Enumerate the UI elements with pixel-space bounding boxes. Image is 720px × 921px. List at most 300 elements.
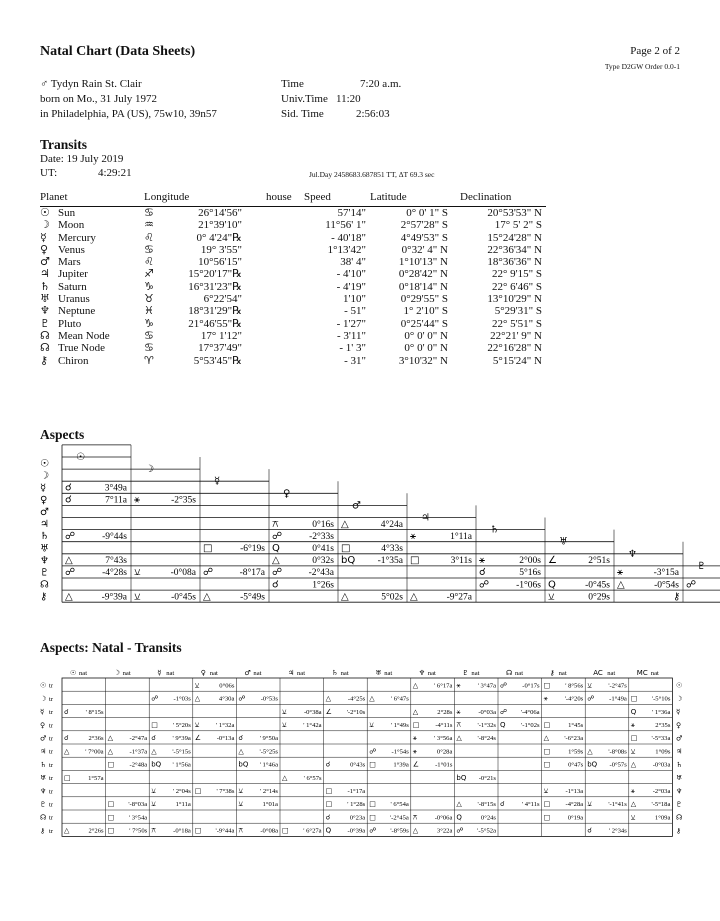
sign-glyph-icon: ♒: [144, 218, 154, 232]
natal-aspect-glyph-icon: ⚺: [151, 787, 156, 795]
natal-aspect-value: 1°57a: [88, 774, 104, 782]
natal-col-suffix: nat: [340, 670, 349, 677]
sign-glyph-icon: ♋: [144, 206, 154, 219]
natal-aspect-value: 2°35s: [655, 722, 671, 729]
aspect-glyph-icon: Q: [272, 543, 280, 554]
natal-aspect-glyph-icon: ☍: [151, 694, 159, 703]
natal-aspect-value: 2°36s: [88, 735, 104, 743]
natal-row-suffix: tr: [49, 788, 54, 796]
col-declination: Declination: [460, 190, 546, 207]
natal-aspect-value: -1°37a: [129, 748, 148, 756]
natal-aspect-glyph-icon: ☍: [238, 694, 246, 703]
natal-aspect-glyph-icon: △: [543, 734, 549, 743]
aspect-col-glyph-icon: ♀: [283, 488, 291, 500]
aspect-row-end-glyph-icon: ⚷: [673, 591, 681, 603]
planet-glyph-icon: ☽: [40, 218, 50, 232]
aspect-col-glyph-icon: ♄: [490, 524, 499, 536]
natal-col-glyph-icon: ♀: [200, 669, 206, 677]
speed-cell: - 51": [344, 305, 366, 318]
speed-cell: 57'14": [337, 207, 366, 219]
natal-aspect-glyph-icon: □: [64, 773, 71, 782]
natal-aspect-value: '-5°15s: [172, 748, 191, 756]
natal-aspect-value: -0°17s: [522, 682, 540, 690]
latitude-cell: 2°57'28" S: [400, 219, 448, 232]
natal-aspect-value: '-5°33a: [651, 735, 671, 743]
natal-aspect-value: -1°01s: [435, 761, 453, 769]
natal-aspect-value: -1°03s: [173, 695, 191, 703]
speed-cell: 1°13'42": [327, 243, 366, 256]
natal-aspect-value: ' 1°36a: [652, 708, 671, 716]
natal-col-suffix: nat: [253, 670, 262, 677]
natal-aspect-glyph-icon: ∠: [325, 707, 332, 716]
aspect-glyph-icon: △: [617, 579, 625, 591]
declination-cell: 22°16'28" N: [487, 342, 542, 355]
planet-name: Neptune: [58, 305, 96, 318]
natal-aspect-glyph-icon: ⚺: [630, 813, 636, 822]
natal-aspect-glyph-icon: ⚹: [543, 694, 548, 703]
longitude-value: 19° 3'55": [200, 243, 242, 256]
natal-row-end-glyph-icon: ☽: [676, 694, 683, 703]
aspect-value: -0°08a: [170, 568, 196, 579]
natal-aspect-value: '-4°06a: [520, 708, 540, 716]
natal-row-suffix: tr: [49, 722, 54, 730]
aspect-value: -2°33s: [309, 531, 334, 542]
natal-aspect-glyph-icon: □: [194, 787, 202, 795]
speed-cell: - 40'18": [331, 231, 366, 244]
natal-col-glyph-icon: ♃: [288, 669, 295, 677]
speed-cell: 38' 4": [340, 256, 366, 269]
aspect-glyph-icon: ⚹: [134, 494, 140, 506]
natal-aspect-value: ' 1°32a: [216, 722, 235, 729]
natal-aspect-value: ' 3°47a: [477, 682, 496, 690]
natal-aspect-glyph-icon: ⚹: [412, 734, 418, 743]
natal-col-glyph-icon: MC: [636, 669, 648, 677]
aspect-glyph-icon: △: [410, 591, 418, 603]
aspect-value: -9°39a: [101, 592, 127, 603]
time-value: 7:20 a.m.: [360, 78, 402, 90]
aspect-value: -0°45s: [171, 592, 196, 603]
sign-glyph-icon: ♋: [144, 341, 154, 355]
natal-aspect-glyph-icon: Q: [325, 826, 332, 835]
natal-aspect-value: 0°24s: [480, 814, 496, 822]
natal-aspect-glyph-icon: bQ: [587, 760, 598, 769]
col-latitude: Latitude: [370, 190, 460, 207]
sign-glyph-icon: ♋: [144, 242, 154, 256]
natal-aspect-glyph-icon: □: [107, 800, 115, 809]
speed-cell: - 1'27": [336, 317, 366, 330]
natal-aspect-value: '-4°20s: [564, 695, 584, 703]
aspect-value: 0°32s: [312, 556, 334, 567]
natal-row-end-glyph-icon: ♃: [676, 747, 683, 756]
natal-aspect-glyph-icon: ☍: [369, 747, 377, 756]
speed-cell: - 4'10": [336, 268, 366, 281]
declination-cell: 15°24'28" N: [487, 231, 542, 244]
sign-glyph-icon: ♉: [144, 292, 154, 306]
aspect-glyph-icon: ☌: [65, 494, 72, 506]
aspect-value: 0°16s: [312, 519, 334, 530]
latitude-cell: 0° 0' 1" S: [406, 207, 448, 219]
col-longitude: Longitude: [144, 190, 266, 207]
aspect-value: 7°43s: [105, 556, 127, 567]
natal-row-suffix: tr: [49, 814, 54, 822]
natal-aspect-value: 1°59s: [568, 748, 584, 756]
natal-aspect-glyph-icon: ☌: [64, 707, 69, 716]
aspect-value: 7°11a: [105, 495, 127, 506]
natal-aspect-glyph-icon: ☍: [456, 826, 464, 835]
aspect-glyph-icon: △: [65, 555, 73, 567]
natal-aspect-glyph-icon: ⚺: [194, 721, 200, 729]
univ-time-label: Univ.Time: [281, 93, 328, 105]
aspect-value: -9°44s: [102, 531, 127, 542]
natal-row-end-glyph-icon: ♇: [676, 800, 683, 809]
aspect-row-glyph-icon: ⚷: [40, 591, 48, 603]
natal-aspect-glyph-icon: ⚻: [151, 826, 156, 835]
natal-aspect-glyph-icon: Q: [456, 813, 462, 822]
aspect-glyph-icon: ⚹: [617, 567, 623, 579]
speed-cell: - 3'11": [337, 329, 366, 342]
natal-aspect-glyph-icon: □: [325, 800, 333, 809]
longitude-value: 18°31'29"℞: [188, 305, 242, 318]
aspect-row-glyph-icon: ♀: [40, 494, 48, 506]
natal-aspect-value: -0°03a: [652, 761, 671, 769]
planet-glyph-icon: ♇: [40, 316, 50, 330]
aspect-glyph-icon: ⚺: [134, 567, 141, 579]
aspect-glyph-icon: ☍: [203, 567, 214, 579]
declination-cell: 5°15'24" N: [492, 354, 542, 367]
natal-row-end-glyph-icon: ♄: [676, 760, 683, 769]
aspect-value: 2°51s: [588, 556, 610, 567]
natal-aspect-glyph-icon: ☌: [500, 800, 505, 809]
natal-aspect-glyph-icon: △: [587, 747, 593, 756]
natal-aspect-value: ' 6°54a: [390, 801, 409, 809]
natal-aspect-value: -1°49a: [609, 695, 627, 703]
natal-row-suffix: tr: [49, 695, 54, 703]
planet-glyph-icon: ♀: [40, 242, 49, 256]
natal-row-glyph-icon: ☽: [40, 694, 47, 703]
natal-aspect-value: '-2°10s: [346, 708, 366, 716]
aspect-glyph-icon: △: [341, 518, 349, 530]
aspect-row-glyph-icon: ♄: [40, 531, 49, 543]
aspect-row-glyph-icon: ♇: [40, 567, 49, 579]
natal-aspect-value: ' 2°14s: [260, 788, 278, 795]
natal-aspect-glyph-icon: △: [238, 747, 244, 756]
natal-aspect-value: -0°18a: [173, 827, 191, 835]
declination-cell: 17° 5' 2" S: [494, 219, 542, 232]
natal-aspect-value: ' 7°38s: [216, 788, 235, 795]
natal-col-suffix: nat: [558, 670, 567, 677]
natal-aspect-value: -0°57s: [609, 761, 627, 769]
longitude-value: 6°22'54": [203, 293, 242, 306]
speed-cell: - 4'19": [336, 280, 366, 293]
natal-aspect-value: ' 6°57s: [303, 774, 322, 782]
aspect-value: 2°00s: [519, 556, 541, 567]
natal-aspect-value: '-2°45a: [389, 814, 409, 822]
aspect-glyph-icon: ⚹: [410, 530, 416, 542]
planet-name: Uranus: [58, 293, 90, 306]
latitude-cell: 1° 2'10" S: [403, 305, 448, 318]
natal-aspect-value: -2°47a: [129, 735, 148, 743]
sid-time-value: 2:56:03: [356, 108, 390, 120]
natal-aspect-value: '-8°24s: [477, 735, 496, 743]
natal-col-suffix: nat: [384, 670, 393, 677]
natal-aspect-glyph-icon: ⚹: [630, 721, 636, 729]
natal-aspect-value: -0°13a: [216, 735, 235, 743]
aspect-row-glyph-icon: ☉: [40, 458, 49, 470]
natal-row-glyph-icon: ♂: [40, 734, 47, 743]
natal-aspect-value: ' 7°50s: [129, 827, 148, 835]
natal-aspect-glyph-icon: ☍: [500, 707, 508, 716]
aspect-glyph-icon: ⚹: [479, 555, 485, 567]
natal-aspect-value: ' 1°28s: [347, 801, 366, 809]
planet-glyph-icon: ☿: [40, 230, 47, 244]
aspect-value: -8°17a: [239, 568, 265, 579]
natal-aspect-glyph-icon: □: [151, 721, 158, 729]
latitude-cell: 0°29'55" S: [400, 293, 448, 306]
natal-aspect-value: -0°03a: [478, 708, 496, 716]
natal-aspect-glyph-icon: ⚻: [238, 826, 244, 835]
speed-cell: - 1' 3": [339, 342, 366, 355]
natal-aspect-glyph-icon: ☌: [238, 734, 244, 743]
natal-aspect-glyph-icon: ⚹: [630, 787, 636, 795]
col-house: house: [266, 190, 304, 207]
natal-row-glyph-icon: ♇: [40, 800, 47, 809]
speed-cell: 1'10": [343, 293, 366, 306]
natal-aspect-glyph-icon: ☌: [325, 760, 331, 769]
aspect-glyph-icon: △: [272, 555, 280, 567]
natal-aspect-glyph-icon: ☍: [500, 681, 508, 690]
natal-aspect-glyph-icon: ⚺: [630, 747, 636, 756]
aspect-col-glyph-icon: ☿: [214, 476, 221, 488]
natal-aspect-glyph-icon: △: [151, 747, 157, 756]
natal-row-glyph-icon: ♃: [40, 747, 47, 756]
natal-aspect-value: '-1°41s: [608, 801, 627, 809]
aspect-col-glyph-icon: ♅: [559, 536, 568, 548]
latitude-cell: 1°10'13" N: [398, 256, 448, 269]
natal-aspect-glyph-icon: □: [194, 826, 202, 835]
latitude-cell: 4°49'53" S: [400, 231, 448, 244]
natal-aspect-value: 4°30a: [218, 695, 235, 703]
natal-aspect-value: -4°11s: [435, 722, 453, 729]
natal-aspect-glyph-icon: □: [543, 760, 551, 769]
natal-col-glyph-icon: ♇: [462, 669, 469, 677]
natal-aspect-glyph-icon: □: [412, 721, 420, 729]
natal-aspect-value: ' 8°15s: [85, 708, 104, 716]
declination-cell: 22° 6'46" S: [492, 280, 542, 293]
natal-aspect-glyph-icon: □: [543, 681, 551, 690]
natal-row-glyph-icon: ♄: [40, 760, 47, 769]
longitude-value: 5°53'45"℞: [193, 354, 242, 367]
aspect-value: 0°41s: [312, 544, 334, 554]
aspect-value: 3°11s: [450, 556, 472, 567]
type-line: Type D2GW Order 0.0-1: [604, 62, 680, 71]
natal-aspect-glyph-icon: □: [107, 813, 115, 822]
declination-cell: 5°29'31" S: [494, 305, 542, 318]
natal-aspect-value: 0°43s: [350, 761, 366, 769]
natal-col-suffix: nat: [209, 670, 218, 677]
natal-aspect-glyph-icon: bQ: [238, 760, 249, 769]
natal-aspect-value: ' 7°00a: [85, 748, 104, 756]
planet-glyph-icon: ♂: [40, 255, 50, 269]
natal-col-glyph-icon: AC: [593, 669, 603, 677]
aspect-glyph-icon: ☍: [272, 530, 283, 542]
speed-cell: - 31": [344, 354, 366, 367]
aspect-glyph-icon: ☌: [272, 579, 279, 591]
aspect-row-glyph-icon: ☽: [40, 470, 49, 482]
aspect-value: -0°45s: [585, 580, 610, 591]
aspect-value: 5°16s: [519, 568, 541, 579]
natal-aspect-value: ' 1°46a: [259, 761, 278, 769]
aspect-value: -4°28s: [102, 568, 127, 579]
person-name: ♂ Tydyn Rain St. Clair: [40, 78, 142, 90]
natal-aspect-glyph-icon: ⚺: [282, 721, 287, 729]
natal-aspect-value: '-8°59s: [390, 827, 409, 835]
natal-col-glyph-icon: ⚷: [549, 669, 555, 677]
natal-aspect-value: ' 4°11s: [521, 801, 540, 809]
univ-time-value: 11:20: [336, 93, 361, 105]
natal-aspect-glyph-icon: ∠: [412, 760, 420, 769]
planet-name: Pluto: [58, 317, 82, 330]
aspect-glyph-icon: ☍: [686, 579, 697, 591]
latitude-cell: 0°28'42" N: [398, 268, 448, 281]
planet-glyph-icon: ♅: [40, 292, 50, 306]
natal-aspect-value: 0°06s: [219, 682, 235, 690]
page-title: Natal Chart (Data Sheets): [40, 44, 196, 59]
aspect-glyph-icon: ☍: [272, 567, 283, 579]
natal-aspect-glyph-icon: □: [543, 747, 551, 756]
aspect-row-glyph-icon: ♃: [40, 519, 49, 531]
aspect-glyph-icon: ⚻: [272, 518, 279, 530]
julian-day: Jul.Day 2458683.687851 TT, ΔT 69.3 sec: [309, 170, 435, 179]
natal-aspect-glyph-icon: ☌: [64, 734, 69, 743]
natal-aspect-glyph-icon: □: [369, 813, 376, 822]
longitude-value: 21°46'55"℞: [188, 317, 242, 330]
page-number: Page 2 of 2: [630, 45, 680, 57]
col-speed: Speed: [304, 190, 370, 207]
natal-aspect-value: 1°09s: [655, 748, 671, 756]
aspect-glyph-icon: □: [410, 555, 420, 567]
time-label: Time: [281, 78, 304, 90]
aspect-value: -1°35a: [377, 556, 403, 567]
aspect-glyph-icon: ☌: [479, 567, 486, 579]
sign-glyph-icon: ♈: [144, 353, 154, 367]
natal-aspect-value: ' 3°56a: [434, 735, 453, 743]
natal-row-glyph-icon: ♀: [40, 721, 46, 730]
natal-aspect-value: '-5°52a: [477, 827, 496, 835]
natal-aspect-glyph-icon: ☍: [587, 694, 595, 703]
natal-aspect-glyph-icon: △: [325, 694, 331, 703]
latitude-cell: 0°32' 4" N: [401, 243, 448, 256]
longitude-value: 17° 1'12": [200, 329, 242, 342]
aspect-value: -6°19s: [240, 544, 265, 554]
planet-name: Saturn: [58, 280, 87, 293]
aspect-glyph-icon: bQ: [341, 555, 356, 567]
natal-row-end-glyph-icon: ♀: [676, 721, 682, 730]
aspect-value: 4°33s: [381, 544, 403, 554]
natal-aspect-glyph-icon: ⚹: [412, 747, 418, 756]
natal-aspect-glyph-icon: □: [543, 800, 551, 809]
natal-col-glyph-icon: ♂: [244, 669, 251, 677]
planet-name: Mercury: [58, 231, 96, 244]
natal-aspect-glyph-icon: △: [412, 707, 419, 716]
natal-aspect-value: 0°23a: [349, 814, 366, 822]
aspects-heading: Aspects: [40, 427, 85, 442]
natal-aspect-glyph-icon: △: [369, 694, 375, 703]
aspect-row-glyph-icon: ♂: [40, 507, 49, 518]
aspect-glyph-icon: △: [341, 591, 349, 603]
natal-aspect-glyph-icon: △: [630, 760, 637, 769]
latitude-cell: 0°18'14" N: [398, 280, 448, 293]
natal-aspect-glyph-icon: ⚹: [456, 681, 461, 690]
natal-aspect-glyph-icon: □: [369, 800, 376, 809]
natal-col-suffix: nat: [471, 670, 480, 677]
planet-glyph-icon: ♃: [40, 267, 50, 281]
aspect-glyph-icon: ☍: [65, 530, 76, 542]
natal-aspect-value: '-6°23a: [564, 735, 584, 743]
planet-name: Venus: [58, 243, 85, 256]
natal-row-end-glyph-icon: ♆: [676, 787, 683, 796]
natal-aspect-value: -0°53s: [260, 695, 278, 703]
natal-aspect-value: ' 6°47s: [390, 695, 409, 703]
natal-aspect-glyph-icon: △: [456, 800, 462, 809]
natal-aspect-glyph-icon: ☌: [325, 813, 331, 822]
natal-aspect-glyph-icon: △: [64, 826, 70, 835]
natal-aspect-glyph-icon: ⚻: [412, 813, 418, 822]
natal-aspect-glyph-icon: ⚺: [587, 800, 592, 809]
aspect-value: 1°26s: [312, 580, 334, 591]
natal-aspect-glyph-icon: Q: [500, 721, 506, 729]
longitude-value: 10°56'15": [198, 256, 242, 269]
birth-date: born on Mo., 31 July 1972: [40, 93, 158, 105]
natal-row-suffix: tr: [49, 709, 54, 717]
aspect-col-glyph-icon: ♇: [697, 560, 706, 572]
natal-aspect-value: ' 1°42a: [303, 722, 322, 729]
planet-name: True Node: [58, 342, 105, 355]
transit-date: Date: 19 July 2019: [40, 153, 124, 165]
natal-aspect-glyph-icon: ☌: [587, 826, 592, 835]
natal-row-suffix: tr: [49, 748, 54, 756]
aspect-glyph-icon: ⚺: [134, 591, 141, 603]
birth-place: in Philadelphia, PA (US), 75w10, 39n57: [40, 108, 217, 120]
sid-time-label: Sid. Time: [281, 108, 324, 120]
planet-name: Moon: [58, 219, 85, 232]
aspect-value: -5°49s: [240, 592, 265, 603]
longitude-value: 15°20'17"℞: [188, 268, 242, 281]
natal-aspect-value: '-5°18a: [651, 801, 671, 809]
natal-aspect-value: '-1°32s: [477, 722, 496, 729]
natal-row-end-glyph-icon: ☉: [676, 681, 683, 690]
natal-aspect-value: -1°17a: [347, 788, 366, 795]
natal-row-glyph-icon: ♆: [40, 787, 47, 796]
natal-aspect-glyph-icon: □: [325, 787, 333, 795]
natal-aspect-glyph-icon: ⚺: [194, 681, 200, 690]
natal-aspect-value: ' 6°27a: [303, 827, 322, 835]
natal-aspect-value: -0°39a: [347, 827, 366, 835]
aspect-glyph-icon: ⚺: [548, 591, 555, 603]
natal-aspect-value: '-2°47s: [608, 682, 627, 690]
natal-row-glyph-icon: ☉: [40, 681, 47, 690]
natal-aspect-value: ' 6°17a: [434, 682, 453, 690]
planet-name: Mars: [58, 256, 81, 269]
natal-aspect-glyph-icon: ☍: [369, 826, 377, 835]
aspect-value: 5°02s: [381, 592, 403, 603]
aspect-value: -2°43a: [308, 568, 334, 579]
aspect-col-glyph-icon: ♂: [352, 500, 361, 512]
declination-cell: 22°21' 9" N: [490, 329, 542, 342]
natal-row-suffix: tr: [49, 735, 54, 743]
natal-col-suffix: nat: [79, 670, 88, 677]
natal-row-end-glyph-icon: ☿: [676, 708, 681, 717]
natal-aspect-value: '-8°15s: [477, 801, 496, 809]
